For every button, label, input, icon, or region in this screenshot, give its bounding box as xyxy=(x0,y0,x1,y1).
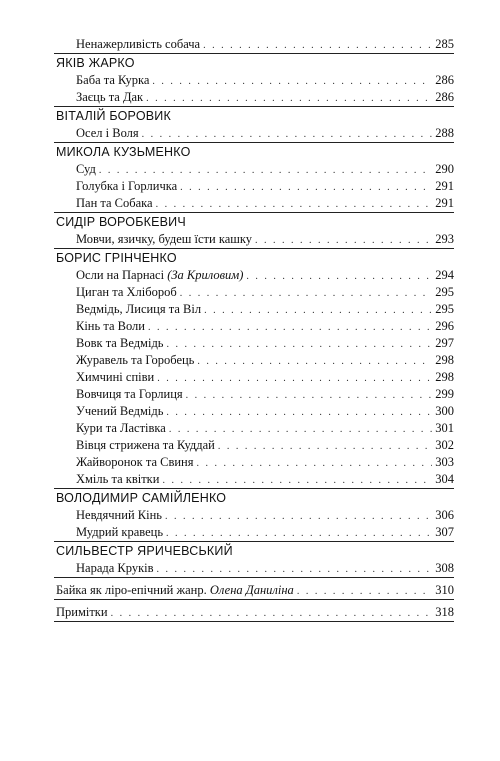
page-number: 301 xyxy=(435,421,454,435)
dot-leader xyxy=(162,472,432,489)
dot-leader xyxy=(165,508,432,525)
entry-title: Вівця стрижена та Куддай xyxy=(76,438,215,452)
dot-leader xyxy=(197,455,433,472)
author-heading: МИКОЛА КУЗЬМЕНКО xyxy=(54,142,454,161)
dot-leader xyxy=(186,387,433,404)
dot-leader xyxy=(99,162,432,179)
page-number: 295 xyxy=(435,302,454,316)
toc-entry[interactable] xyxy=(54,161,454,178)
entry-title: Невдячний Кінь xyxy=(76,508,162,522)
entry-title: Циган та Хлібороб xyxy=(76,285,177,299)
toc-entry[interactable] xyxy=(54,72,454,89)
entry-title: Суд xyxy=(76,162,96,176)
page-number: 291 xyxy=(435,179,454,193)
entry-title: Голубка і Горличка xyxy=(76,179,178,193)
toc-entry[interactable] xyxy=(54,471,454,488)
entry-title: Вовчиця та Горлиця xyxy=(76,387,183,401)
toc-entry[interactable] xyxy=(54,604,454,621)
page-number: 286 xyxy=(435,90,454,104)
toc-entry[interactable] xyxy=(54,301,454,318)
toc-entry[interactable] xyxy=(54,178,454,195)
page-number: 291 xyxy=(435,196,454,210)
entry-title: Байка як ліро-епічний жанр. Олена Даниліна xyxy=(56,583,294,597)
table-of-contents xyxy=(54,36,454,626)
dot-leader xyxy=(169,421,432,438)
author-heading: ВІТАЛІЙ БОРОВИК xyxy=(54,106,454,125)
entry-title: Примітки xyxy=(56,605,108,619)
entry-title: Осел і Воля xyxy=(76,126,139,140)
page-number: 294 xyxy=(435,268,454,282)
dot-leader xyxy=(204,302,432,319)
entry-title: Пан та Собака xyxy=(76,196,153,210)
page-number: 308 xyxy=(435,561,454,575)
dot-leader xyxy=(180,179,432,196)
dot-leader xyxy=(255,232,432,249)
entry-title: Мовчи, язичку, будеш їсти кашку xyxy=(76,232,253,246)
page-number: 307 xyxy=(435,525,454,539)
entry-title: Ведмідь, Лисиця та Віл xyxy=(76,302,202,316)
toc-entry[interactable] xyxy=(54,560,454,577)
dot-leader xyxy=(146,90,432,107)
dot-leader xyxy=(203,37,432,54)
dot-leader xyxy=(297,583,432,600)
page-number: 290 xyxy=(435,162,454,176)
page-number: 286 xyxy=(435,73,454,87)
page-number: 293 xyxy=(435,232,454,246)
page-number: 310 xyxy=(435,583,454,597)
page-number: 285 xyxy=(435,37,454,51)
page-number: 297 xyxy=(435,336,454,350)
entry-title: Учений Ведмідь xyxy=(76,404,164,418)
toc-entry[interactable] xyxy=(54,420,454,437)
page-number: 298 xyxy=(435,370,454,384)
dot-leader xyxy=(156,196,433,213)
dot-leader xyxy=(157,561,433,578)
entry-note: (За Криловим) xyxy=(167,268,244,282)
dot-leader xyxy=(148,319,432,336)
page-number: 295 xyxy=(435,285,454,299)
page-number: 303 xyxy=(435,455,454,469)
entry-title: Жайворонок та Свиня xyxy=(76,455,194,469)
author-heading: СИЛЬВЕСТР ЯРИЧЕВСЬКИЙ xyxy=(54,541,454,560)
author-heading: ЯКІВ ЖАРКО xyxy=(54,53,454,72)
page-number: 300 xyxy=(435,404,454,418)
entry-title: Кури та Ластівка xyxy=(76,421,166,435)
author-heading: СИДІР ВОРОБКЕВИЧ xyxy=(54,212,454,231)
page-number: 298 xyxy=(435,353,454,367)
author-heading: БОРИС ГРІНЧЕНКО xyxy=(54,248,454,267)
page-number: 288 xyxy=(435,126,454,140)
toc-entry[interactable] xyxy=(54,507,454,524)
toc-entry[interactable] xyxy=(54,284,454,301)
entry-title: Журавель та Горобець xyxy=(76,353,195,367)
dot-leader xyxy=(152,73,432,90)
entry-title: Вовк та Ведмідь xyxy=(76,336,164,350)
toc-entry[interactable] xyxy=(54,352,454,369)
dot-leader xyxy=(197,353,432,370)
page-number: 318 xyxy=(435,605,454,619)
dot-leader xyxy=(246,268,432,285)
toc-entry[interactable] xyxy=(54,318,454,335)
entry-title: Кінь та Воли xyxy=(76,319,145,333)
entry-title: Хміль та квітки xyxy=(76,472,160,486)
toc-entry[interactable] xyxy=(54,195,454,212)
entry-title: Химчині співи xyxy=(76,370,155,384)
toc-entry[interactable] xyxy=(54,231,454,248)
dot-leader xyxy=(157,370,432,387)
entry-title: Баба та Курка xyxy=(76,73,150,87)
page-number: 302 xyxy=(435,438,454,452)
toc-entry[interactable] xyxy=(54,524,454,541)
toc-entry[interactable] xyxy=(54,454,454,471)
page-number: 304 xyxy=(435,472,454,486)
dot-leader xyxy=(111,605,433,622)
dot-leader xyxy=(167,336,433,353)
page-number: 296 xyxy=(435,319,454,333)
toc-entry[interactable] xyxy=(54,335,454,352)
toc-entry[interactable] xyxy=(54,369,454,386)
entry-title: Мудрий кравець xyxy=(76,525,164,539)
entry-title: Нарада Круків xyxy=(76,561,154,575)
author-heading: ВОЛОДИМИР САМІЙЛЕНКО xyxy=(54,488,454,507)
entry-title: Осли на Парнасі (За Криловим) xyxy=(76,268,244,282)
entry-note: Олена Даниліна xyxy=(209,583,294,597)
toc-entry[interactable] xyxy=(54,89,454,106)
toc-entry[interactable] xyxy=(54,125,454,142)
entry-title: Ненажерливість собача xyxy=(76,37,201,51)
toc-entry[interactable] xyxy=(54,386,454,403)
page-number: 306 xyxy=(435,508,454,522)
toc-entry[interactable] xyxy=(54,437,454,454)
entry-title: Заєць та Дак xyxy=(76,90,144,104)
dot-leader xyxy=(166,404,432,421)
page-number: 299 xyxy=(435,387,454,401)
dot-leader xyxy=(142,126,433,143)
toc-entry[interactable] xyxy=(54,582,454,599)
toc-entry[interactable] xyxy=(54,36,454,53)
toc-entry[interactable] xyxy=(54,403,454,420)
dot-leader xyxy=(166,525,432,542)
dot-leader xyxy=(218,438,432,455)
dot-leader xyxy=(180,285,433,302)
toc-entry[interactable] xyxy=(54,267,454,284)
